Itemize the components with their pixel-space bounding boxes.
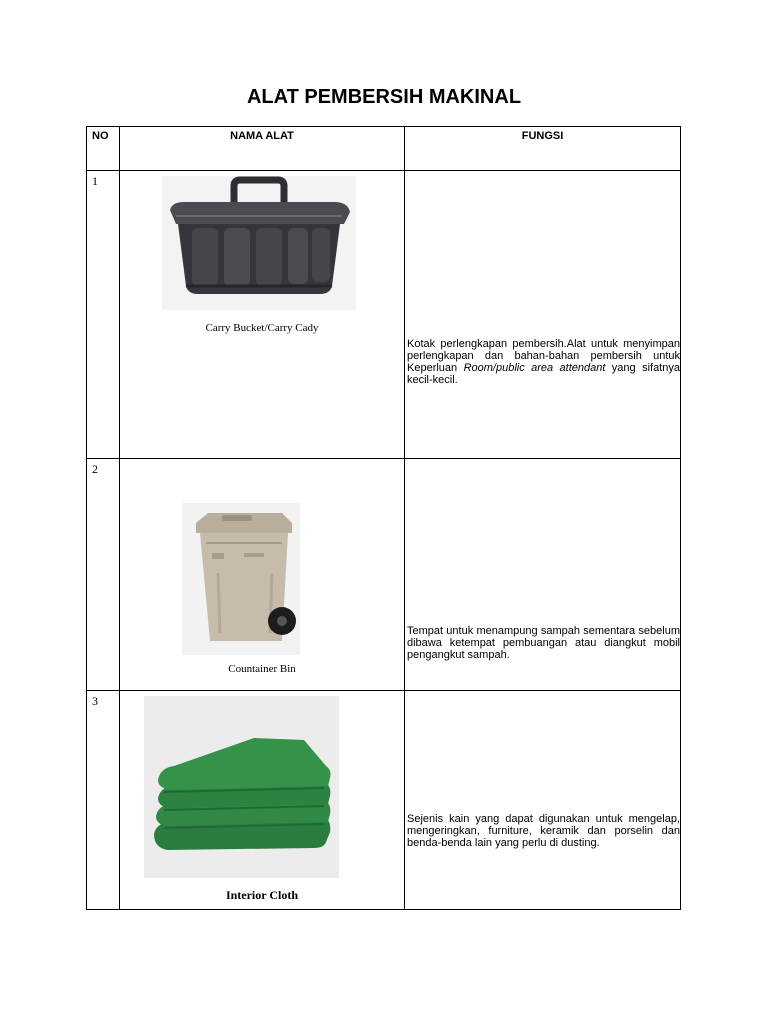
function-cell [405,171,681,459]
table-row [87,459,681,691]
tool-cell [120,171,405,459]
tools-table [86,126,681,910]
function-cell [405,691,681,910]
row-number: 2 [87,459,120,691]
header-function: FUNGSI [405,127,681,171]
table-header-row [87,127,681,171]
table-row [87,171,681,459]
tool-function: Sejenis kain yang dapat digunakan untuk mengelap, mengeringkan, furniture, keramik dan porselin dan benda-benda lain yang perlu di dusting. [407,813,680,849]
trash-bin-image [182,503,300,655]
tool-function: Kotak perlengkapan pembersih.Alat untuk menyimpan perlengkapan dan bahan-bahan pembersih untuk Keperluan Room/public area attendant yang sifatnya kecil-kecil. [407,338,680,386]
tool-function: Tempat untuk menampung sampah sementara sebelum dibawa ketempat pembuangan atau diangkut mobil pengangkut sampah. [407,625,680,661]
tool-cell [120,691,405,910]
header-no: NO [87,127,120,171]
tool-name: Carry Bucket/Carry Cady [205,322,319,334]
carry-caddy-image [162,176,356,310]
function-cell [405,459,681,691]
tool-name: Countainer Bin [228,663,296,675]
row-number: 3 [87,691,120,910]
green-towels-image [144,696,339,878]
tool-name: Interior Cloth [225,888,299,902]
page-title: ALAT PEMBERSIH MAKINAL [246,86,522,108]
row-number: 1 [87,171,120,459]
header-name: NAMA ALAT [120,127,405,171]
table-row [87,691,681,910]
tool-cell [120,459,405,691]
